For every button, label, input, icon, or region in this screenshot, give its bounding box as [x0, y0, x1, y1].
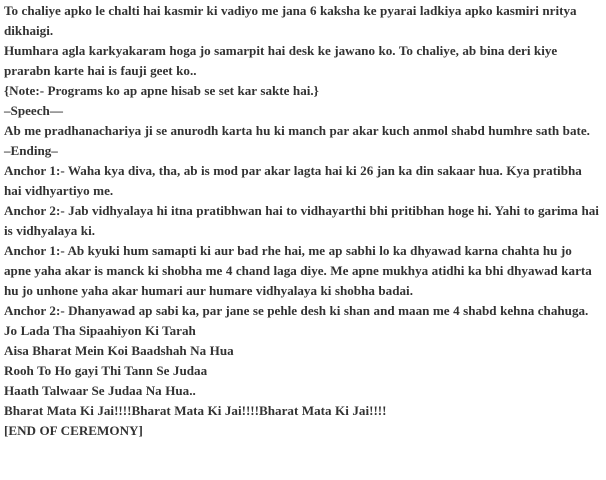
- paragraph-kashmir-dance-intro: To chaliye apko le chalti hai kasmir ki vadiyo me jana 6 kaksha ke pyarai ladkiya apko kasmiri nritya dikhaigi.: [4, 3, 577, 38]
- closing-slogan: Bharat Mata Ki Jai!!!!Bharat Mata Ki Jai!!!!Bharat Mata Ki Jai!!!!: [4, 403, 387, 418]
- poem-line-3: Rooh To Ho gayi Thi Tann Se Judaa: [4, 363, 208, 378]
- document-body: [4, 1, 602, 441]
- end-of-ceremony-marker: [END OF CEREMONY]: [4, 423, 143, 438]
- paragraph-anchor-1-second: Anchor 1:- Ab kyuki hum samapti ki aur bad rhe hai, me ap sabhi lo ka dhyawad karna chahta hu jo apne yaha akar is manck ki shobha me 4 chand laga diye. Me apne mukhya atidhi ka bhi dhyawad karta hu jo unhone yaha akar humari aur humare vidhyalaya ki shobha badai.: [4, 243, 592, 298]
- poem-line-4: Haath Talwaar Se Judaa Na Hua..: [4, 383, 196, 398]
- paragraph-speech-request: Ab me pradhanachariya ji se anurodh karta hu ki manch par akar kuch anmol shabd humhre sath bate.: [4, 123, 590, 138]
- poem-line-2: Aisa Bharat Mein Koi Baadshah Na Hua: [4, 343, 234, 358]
- paragraph-anchor-2-second: Anchor 2:- Dhanyawad ap sabi ka, par jane se pehle desh ki shan and maan me 4 shabd kehna chahuga.: [4, 303, 589, 318]
- paragraph-anchor-2-first: Anchor 2:- Jab vidhyalaya hi itna pratibhwan hai to vidhayarthi bhi pritibhan hoge hi. Yahi to garima hai is vidhyalaya ki.: [4, 203, 599, 238]
- poem-line-1: Jo Lada Tha Sipaahiyon Ki Tarah: [4, 323, 196, 338]
- section-heading-ending: –Ending–: [4, 143, 58, 158]
- paragraph-note: {Note:- Programs ko ap apne hisab se set kar sakte hai.}: [4, 83, 319, 98]
- paragraph-fauji-geet-intro: Humhara agla karkyakaram hoga jo samarpit hai desk ke jawano ko. To chaliye, ab bina deri kiye prarabn karte hai is fauji geet ko..: [4, 43, 558, 78]
- section-heading-speech: –Speech—: [4, 103, 63, 118]
- paragraph-anchor-1-first: Anchor 1:- Waha kya diva, tha, ab is mod par akar lagta hai ki 26 jan ka din sakaar hua. Kya pratibha hai vidhyartiyo me.: [4, 163, 582, 198]
